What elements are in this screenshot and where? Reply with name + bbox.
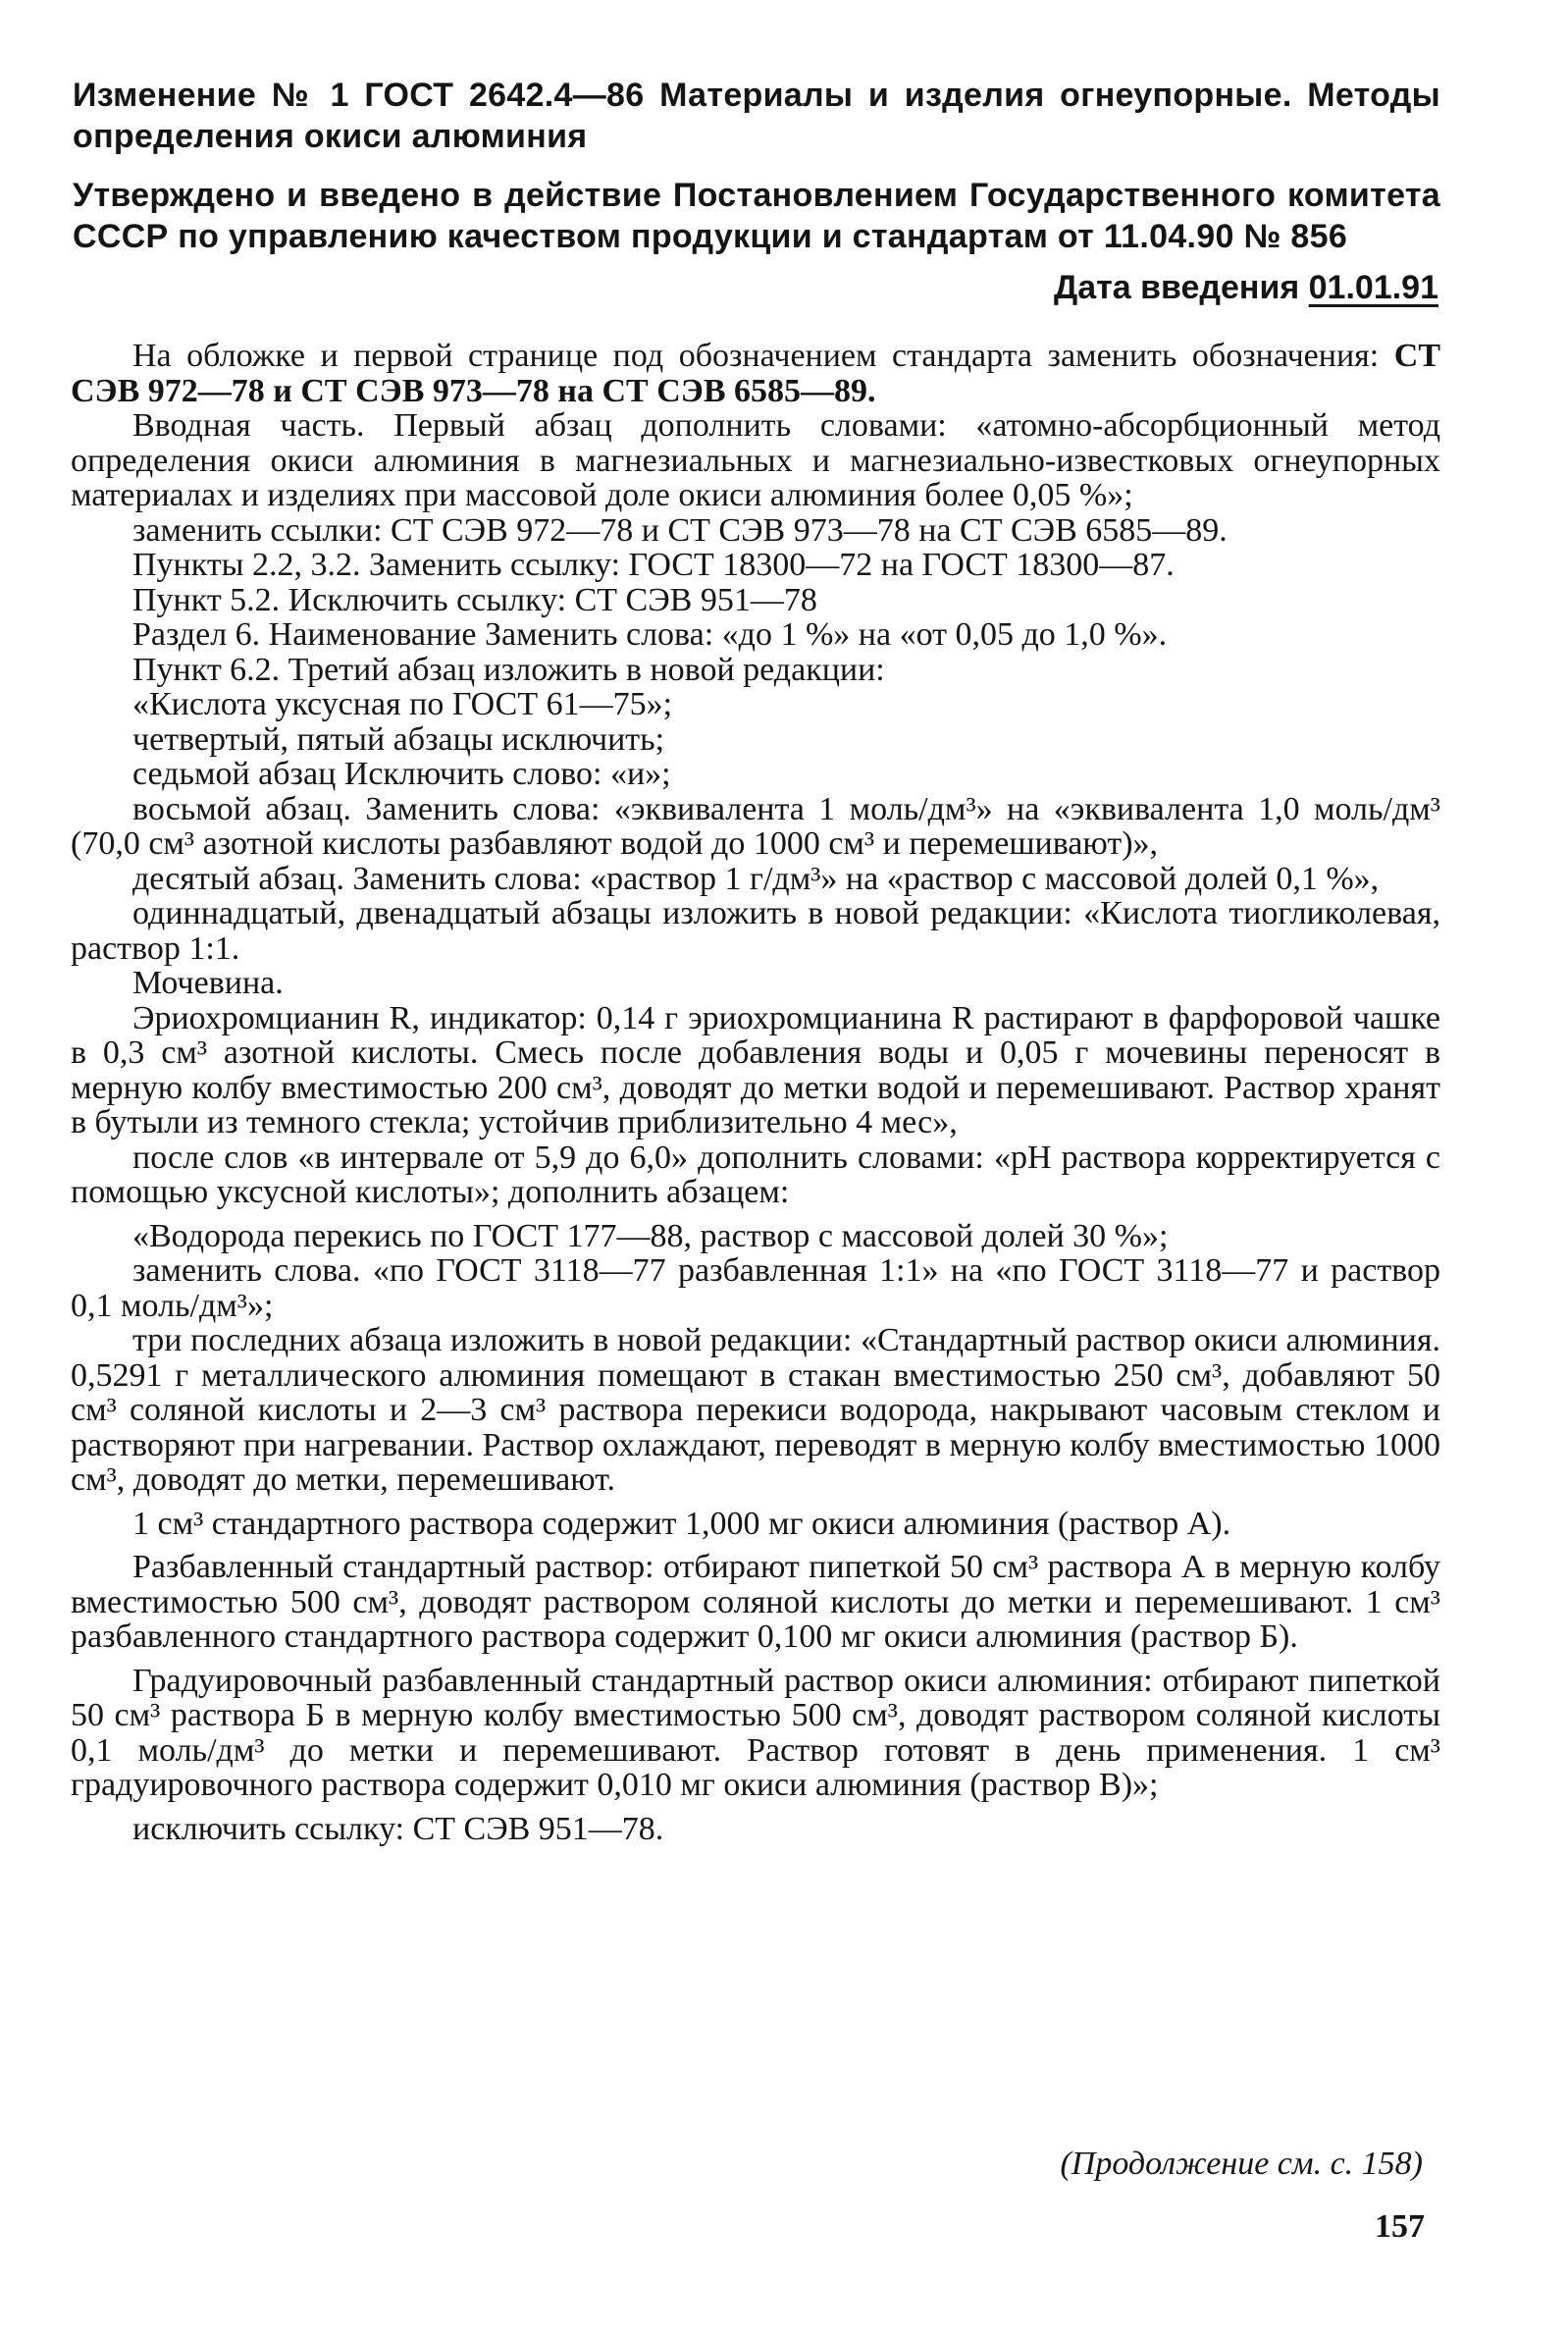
amendment-title: Изменение № 1 ГОСТ 2642.4—86 Материалы и изделия огнеупорные. Методы определения окиси алюминия [73,77,1440,155]
paragraph: исключить ссылку: СТ СЭВ 951—78. [132,1810,664,1847]
approval-statement: Утверждено и введено в действие Постановлением Государственного комитета СССР по управлению качеством продукции и стандартам от 11.04.90 № 856 [73,177,1440,255]
effective-date-value: 01.01.91 [1308,269,1438,306]
paragraph: одиннадцатый, двенадцатый абзацы изложить в новой редакции: «Кислота тиогликолевая, раствор 1:1. [71,895,1440,967]
paragraph: Вводная часть. Первый абзац дополнить словами: «атомно-абсорбционный метод определения окиси алюминия в магнезиальных и магнезиально-известковых огнеупорных материалах и изделиях при массовой доле окиси алюминия более 0,05 %»; [71,407,1440,513]
paragraph: «Водорода перекись по ГОСТ 177—88, раствор с массовой долей 30 %»; [132,1217,1169,1254]
document-body [71,339,1440,1846]
effective-date [1054,267,1438,308]
paragraph: Мочевина. [132,965,284,1001]
document-header [73,75,1440,275]
paragraph: три последних абзаца изложить в новой редакции: «Стандартный раствор окиси алюминия. 0,5291 г металлического алюминия помещают в стакан вместимостью 250 см³, добавляют 50 см³ соляной кислоты и 2—3 см³ раствора перекиси водорода, накрывают часовым стеклом и растворяют при нагревании. Раствор охлаждают, переводят в мерную колбу вместимостью 1000 см³, доводят до метки, перемешивают. [71,1322,1440,1498]
paragraph: седьмой абзац Исключить слово: «и»; [132,756,671,792]
paragraph: На обложке и первой странице под обозначением стандарта заменить обозначения: СТ СЭВ 972—78 и СТ СЭВ 973—78 на СТ СЭВ 6585—89. [71,338,1440,409]
paragraph: после слов «в интервале от 5,9 до 6,0» дополнить словами: «рН раствора корректируется с помощью уксусной кислоты»; дополнить абзацем: [71,1139,1440,1210]
paragraph: Разбавленный стандартный раствор: отбирают пипеткой 50 см³ раствора А в мерную колбу вместимостью 500 см³, доводят раствором соляной кислоты до метки и перемешивают. 1 см³ разбавленного стандартного раствора содержит 0,100 мг окиси алюминия (раствор Б). [71,1549,1440,1655]
paragraph: восьмой абзац. Заменить слова: «эквивалента 1 моль/дм³» на «эквивалента 1,0 моль/дм³ (70,0 см³ азотной кислоты разбавляют водой до 1000 см³ и перемешивают)», [71,790,1440,862]
paragraph: 1 см³ стандартного раствора содержит 1,000 мг окиси алюминия (раствор А). [132,1505,1231,1542]
paragraph: четвертый, пятый абзацы исключить; [132,720,665,758]
paragraph: Эриохромцианин R, индикатор: 0,14 г эриохромцианина R растирают в фарфоровой чашке в 0,3 см³ азотной кислоты. Смесь после добавления воды и 0,05 г мочевины переносят в мерную колбу вместимостью 200 см³, доводят до метки водой и перемешивают. Раствор хранят в бутыли из темного стекла; устойчив приблизительно 4 мес», [71,999,1440,1140]
paragraph: заменить ссылки: СТ СЭВ 972—78 и СТ СЭВ 973—78 на СТ СЭВ 6585—89. [132,511,1228,549]
paragraph: Пункт 6.2. Третий абзац изложить в новой редакции: [132,651,885,688]
paragraph: заменить слова. «по ГОСТ 3118—77 разбавленная 1:1» на «по ГОСТ 3118—77 и раствор 0,1 моль/дм³»; [71,1252,1440,1324]
paragraph: «Кислота уксусная по ГОСТ 61—75»; [132,686,673,722]
continuation-note: (Продолжение см. с. 158) [1060,2146,1423,2182]
paragraph: десятый абзац. Заменить слова: «раствор 1 г/дм³» на «раствор с массовой долей 0,1 %», [132,860,1380,897]
paragraph: Пункт 5.2. Исключить ссылку: СТ СЭВ 951—78 [132,581,817,618]
paragraph: Пункты 2.2, 3.2. Заменить ссылку: ГОСТ 18300—72 на ГОСТ 18300—87. [132,547,1175,583]
page-number: 157 [1375,2208,1425,2245]
paragraph: Градуировочный разбавленный стандартный раствор окиси алюминия: отбирают пипеткой 50 см³ раствора Б в мерную колбу вместимостью 500 см³, доводят раствором соляной кислоты 0,1 моль/дм³ до метки и перемешивают. Раствор готовят в день применения. 1 см³ градуировочного раствора содержит 0,010 мг окиси алюминия (раствор В)»; [71,1662,1440,1803]
paragraph: Раздел 6. Наименование Заменить слова: «до 1 %» на «от 0,05 до 1,0 %». [132,616,1168,653]
effective-date-label: Дата введения [1054,269,1300,306]
